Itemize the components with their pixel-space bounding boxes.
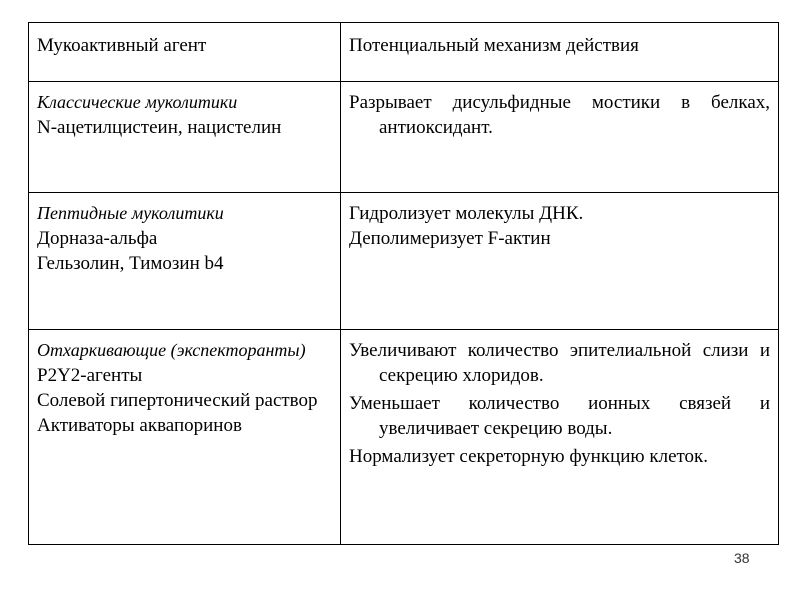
mucoactive-agents-table [28, 22, 779, 545]
header-cell-agent [29, 23, 341, 82]
group-title: Пептидные муколитики [37, 203, 224, 223]
agent-cell [29, 193, 341, 330]
mechanism-text: Нормализует секреторную функцию клеток. [349, 446, 709, 467]
agent-name: Солевой гипертонический раствор [37, 390, 318, 411]
group-title: Классические муколитики [37, 92, 238, 112]
header-agent-label: Мукоактивный агент [37, 35, 207, 56]
agent-cell [29, 82, 341, 193]
mechanism-text: Разрывает дисульфидные мостики в белках, антиоксидант. [349, 92, 770, 138]
header-mechanism-label: Потенциальный механизм действия [349, 35, 639, 56]
mechanism-cell [341, 193, 779, 330]
mechanism-cell [341, 330, 779, 545]
table-row [29, 330, 779, 545]
agent-name: Активаторы аквапоринов [37, 415, 242, 436]
page-number: 38 [734, 550, 750, 566]
mechanism-text: Уменьшает количество ионных связей и увеличивает секрецию воды. [349, 393, 770, 439]
mechanism-cell [341, 82, 779, 193]
agent-name: P2Y2-агенты [37, 365, 143, 386]
table-header-row [29, 23, 779, 82]
agent-name: Гельзолин, Тимозин b4 [37, 253, 224, 274]
mechanism-text: Увеличивают количество эпителиальной слизи и секрецию хлоридов. [349, 340, 770, 386]
table-row [29, 82, 779, 193]
mechanism-text: Деполимеризует F-актин [349, 228, 551, 249]
agent-cell [29, 330, 341, 545]
header-cell-mechanism [341, 23, 779, 82]
table-row [29, 193, 779, 330]
agent-name: N-ацетилцистеин, нацистелин [37, 117, 282, 138]
group-title: Отхаркивающие (экспекторанты) [37, 340, 306, 360]
agent-name: Дорназа-альфа [37, 228, 158, 249]
mechanism-text: Гидролизует молекулы ДНК. [349, 203, 584, 224]
